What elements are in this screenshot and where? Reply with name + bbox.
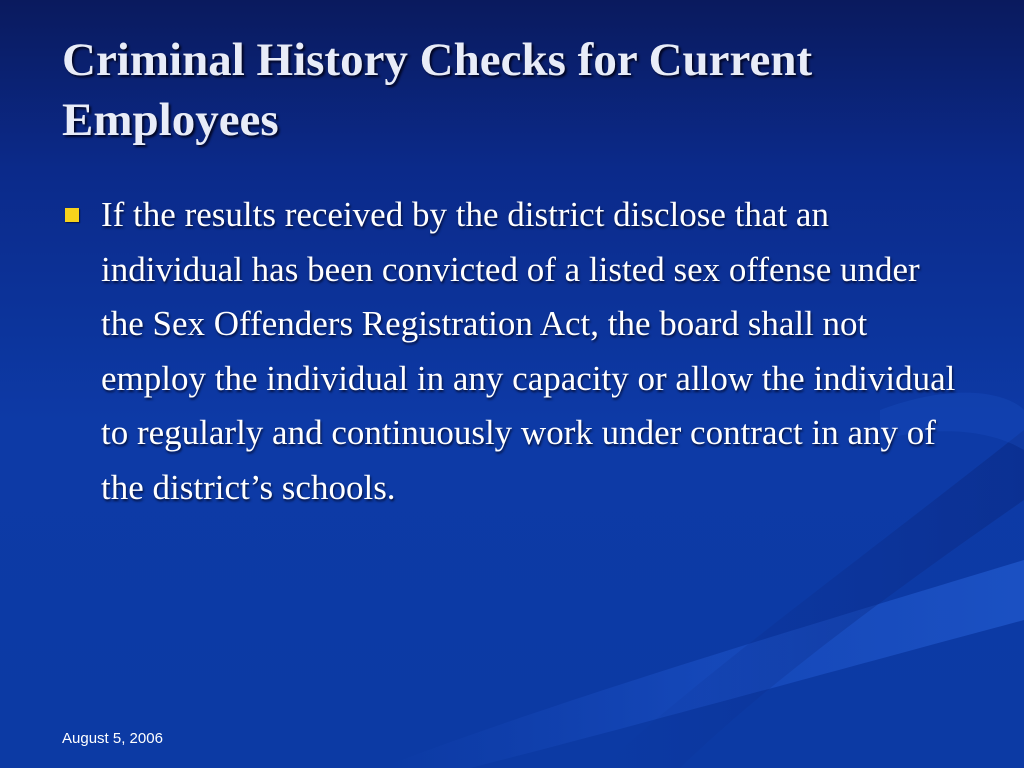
footer-date: August 5, 2006 (62, 730, 163, 747)
square-bullet-icon (65, 208, 79, 222)
slide-title: Criminal History Checks for Current Employees (62, 34, 813, 146)
bullet-text: If the results received by the district disclose that an individual has been convicted of a listed sex offense under the Sex Offenders Registration Act, the board shall not employ the individual in any capacity or allow the individual to regularly and continuously work under contract in any of the district’s schools. (101, 195, 956, 507)
bullet-item (62, 188, 962, 515)
bullet-list (62, 188, 962, 515)
